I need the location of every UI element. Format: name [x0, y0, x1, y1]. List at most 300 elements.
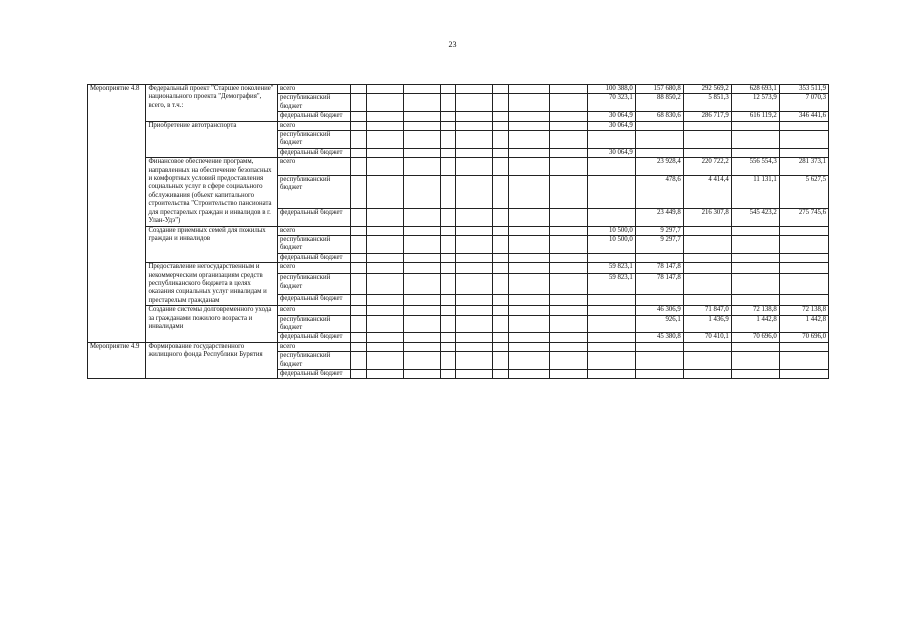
value-cell	[779, 253, 828, 262]
value-cell	[731, 131, 779, 149]
value-cell	[456, 208, 493, 226]
value-cell	[366, 306, 404, 315]
value-cell	[440, 208, 456, 226]
value-cell	[456, 295, 493, 306]
funding-source: всего	[277, 306, 350, 315]
value-cell: 4 414,4	[683, 175, 731, 208]
value-cell	[350, 131, 366, 149]
funding-source: республиканский бюджет	[277, 94, 350, 112]
value-cell: 275 745,6	[779, 208, 828, 226]
value-cell	[550, 315, 588, 333]
value-cell	[456, 121, 493, 130]
value-cell	[508, 131, 550, 149]
item-name: Создание системы долговременного ухода за гражданами пожилого возраста и инвалидами	[146, 306, 278, 343]
funding-source: республиканский бюджет	[277, 274, 350, 295]
value-cell	[587, 342, 635, 351]
value-cell: 926,1	[635, 315, 683, 333]
value-cell	[440, 235, 456, 253]
value-cell	[492, 226, 508, 235]
value-cell	[440, 370, 456, 379]
value-cell	[366, 295, 404, 306]
table-row	[88, 158, 829, 176]
value-cell	[366, 208, 404, 226]
value-cell	[350, 253, 366, 262]
value-cell	[440, 295, 456, 306]
value-cell	[492, 263, 508, 274]
value-cell: 216 307,8	[683, 208, 731, 226]
value-cell	[456, 342, 493, 351]
value-cell	[779, 370, 828, 379]
value-cell: 1 436,9	[683, 315, 731, 333]
value-cell	[404, 333, 441, 342]
value-cell	[350, 295, 366, 306]
value-cell: 30 064,9	[587, 121, 635, 130]
value-cell	[404, 131, 441, 149]
value-cell	[550, 370, 588, 379]
value-cell	[508, 175, 550, 208]
value-cell	[779, 263, 828, 274]
value-cell	[492, 333, 508, 342]
value-cell	[366, 94, 404, 112]
value-cell	[492, 370, 508, 379]
value-cell	[492, 295, 508, 306]
value-cell: 78 147,8	[635, 274, 683, 295]
value-cell	[550, 226, 588, 235]
value-cell	[456, 112, 493, 121]
value-cell	[404, 306, 441, 315]
value-cell	[508, 342, 550, 351]
value-cell	[508, 85, 550, 94]
value-cell	[350, 235, 366, 253]
value-cell	[366, 263, 404, 274]
value-cell	[492, 148, 508, 157]
value-cell	[683, 274, 731, 295]
value-cell: 46 306,9	[635, 306, 683, 315]
value-cell	[456, 333, 493, 342]
funding-source: республиканский бюджет	[277, 352, 350, 370]
value-cell	[508, 315, 550, 333]
value-cell	[366, 342, 404, 351]
value-cell	[779, 121, 828, 130]
item-name: Финансовое обеспечение программ, направленных на обеспечение безопасных и комфортных условий предоставления социальных услуг в сфере социального обслуживания (объект капитального строительства "Строительство пансионата для престарелых граждан и инвалидов в г. Улан-Удэ")	[146, 158, 278, 226]
value-cell	[456, 352, 493, 370]
value-cell	[492, 131, 508, 149]
value-cell	[731, 370, 779, 379]
table-row	[88, 121, 829, 130]
value-cell	[492, 253, 508, 262]
funding-source: федеральный бюджет	[277, 112, 350, 121]
value-cell: 12 573,9	[731, 94, 779, 112]
value-cell	[440, 274, 456, 295]
value-cell	[404, 235, 441, 253]
value-cell	[550, 274, 588, 295]
value-cell	[508, 352, 550, 370]
value-cell	[731, 226, 779, 235]
value-cell	[683, 253, 731, 262]
value-cell: 10 500,0	[587, 235, 635, 253]
funding-source: федеральный бюджет	[277, 333, 350, 342]
measure-code: Мероприятие 4.8	[88, 85, 146, 343]
value-cell	[350, 94, 366, 112]
budget-table	[87, 84, 829, 379]
funding-source: федеральный бюджет	[277, 208, 350, 226]
value-cell	[508, 306, 550, 315]
value-cell	[350, 342, 366, 351]
value-cell: 70 323,1	[587, 94, 635, 112]
value-cell	[550, 235, 588, 253]
value-cell	[492, 274, 508, 295]
value-cell: 30 064,9	[587, 112, 635, 121]
value-cell: 353 511,9	[779, 85, 828, 94]
value-cell: 628 693,1	[731, 85, 779, 94]
value-cell	[731, 295, 779, 306]
value-cell	[550, 175, 588, 208]
value-cell	[550, 352, 588, 370]
value-cell	[440, 148, 456, 157]
value-cell: 11 131,1	[731, 175, 779, 208]
value-cell	[366, 112, 404, 121]
value-cell	[366, 131, 404, 149]
value-cell	[731, 352, 779, 370]
value-cell	[683, 295, 731, 306]
value-cell	[404, 315, 441, 333]
value-cell	[456, 158, 493, 176]
value-cell	[587, 370, 635, 379]
value-cell	[350, 85, 366, 94]
table-row	[88, 342, 829, 351]
value-cell	[404, 94, 441, 112]
value-cell	[366, 370, 404, 379]
value-cell	[366, 175, 404, 208]
value-cell: 220 722,2	[683, 158, 731, 176]
value-cell	[683, 370, 731, 379]
value-cell	[350, 121, 366, 130]
value-cell	[366, 226, 404, 235]
value-cell	[683, 148, 731, 157]
value-cell	[350, 370, 366, 379]
item-name: Формирование государственного жилищного фонда Республики Бурятия	[146, 342, 278, 379]
value-cell	[587, 175, 635, 208]
value-cell: 1 442,8	[779, 315, 828, 333]
value-cell	[440, 253, 456, 262]
value-cell	[587, 333, 635, 342]
value-cell	[550, 333, 588, 342]
value-cell	[635, 121, 683, 130]
value-cell	[492, 158, 508, 176]
value-cell	[350, 158, 366, 176]
value-cell	[456, 131, 493, 149]
value-cell	[350, 148, 366, 157]
value-cell	[492, 352, 508, 370]
value-cell: 71 847,0	[683, 306, 731, 315]
value-cell	[404, 342, 441, 351]
value-cell	[508, 94, 550, 112]
value-cell	[404, 226, 441, 235]
value-cell: 281 373,1	[779, 158, 828, 176]
value-cell	[404, 295, 441, 306]
value-cell	[508, 158, 550, 176]
funding-source: всего	[277, 158, 350, 176]
value-cell	[550, 306, 588, 315]
value-cell	[683, 235, 731, 253]
value-cell	[550, 208, 588, 226]
value-cell	[456, 148, 493, 157]
item-name: Приобретение автотранспорта	[146, 121, 278, 158]
value-cell	[440, 85, 456, 94]
value-cell	[731, 263, 779, 274]
value-cell	[404, 85, 441, 94]
value-cell	[440, 131, 456, 149]
table-row	[88, 226, 829, 235]
value-cell	[440, 306, 456, 315]
value-cell	[404, 253, 441, 262]
value-cell	[731, 274, 779, 295]
funding-source: федеральный бюджет	[277, 370, 350, 379]
value-cell	[587, 253, 635, 262]
value-cell	[440, 342, 456, 351]
value-cell	[635, 148, 683, 157]
value-cell	[366, 333, 404, 342]
value-cell	[508, 263, 550, 274]
value-cell	[440, 263, 456, 274]
value-cell	[731, 121, 779, 130]
value-cell	[779, 131, 828, 149]
value-cell: 72 138,8	[779, 306, 828, 315]
value-cell: 78 147,8	[635, 263, 683, 274]
value-cell: 72 138,8	[731, 306, 779, 315]
value-cell	[440, 315, 456, 333]
value-cell	[456, 315, 493, 333]
value-cell	[587, 295, 635, 306]
value-cell	[350, 306, 366, 315]
value-cell	[440, 226, 456, 235]
value-cell	[508, 370, 550, 379]
value-cell	[456, 235, 493, 253]
value-cell	[350, 274, 366, 295]
value-cell	[587, 315, 635, 333]
funding-source: всего	[277, 342, 350, 351]
value-cell	[456, 370, 493, 379]
funding-source: всего	[277, 226, 350, 235]
value-cell	[404, 158, 441, 176]
value-cell: 68 830,6	[635, 112, 683, 121]
value-cell	[404, 148, 441, 157]
value-cell	[456, 274, 493, 295]
value-cell	[550, 131, 588, 149]
value-cell: 23 928,4	[635, 158, 683, 176]
value-cell: 9 297,7	[635, 226, 683, 235]
item-name: Федеральный проект "Старшее поколение" национального проекта "Демография", всего, в т.ч.:	[146, 85, 278, 122]
value-cell: 5 851,3	[683, 94, 731, 112]
value-cell	[587, 208, 635, 226]
value-cell	[550, 158, 588, 176]
value-cell	[731, 253, 779, 262]
value-cell	[492, 342, 508, 351]
funding-source: республиканский бюджет	[277, 315, 350, 333]
value-cell	[635, 253, 683, 262]
value-cell	[550, 263, 588, 274]
value-cell: 346 441,6	[779, 112, 828, 121]
page-number: 23	[448, 40, 457, 49]
value-cell: 478,6	[635, 175, 683, 208]
value-cell	[587, 158, 635, 176]
value-cell	[779, 352, 828, 370]
value-cell	[550, 112, 588, 121]
value-cell	[492, 235, 508, 253]
value-cell	[779, 235, 828, 253]
item-name: Предоставление негосударственным и некоммерческим организациям средств республиканского бюджета в целях оказания социальных услуг инвалидам и престарелым гражданам	[146, 263, 278, 306]
value-cell	[456, 306, 493, 315]
value-cell	[508, 208, 550, 226]
value-cell	[508, 274, 550, 295]
value-cell	[731, 342, 779, 351]
value-cell	[508, 235, 550, 253]
value-cell	[779, 342, 828, 351]
value-cell	[366, 253, 404, 262]
value-cell	[350, 208, 366, 226]
value-cell: 157 680,8	[635, 85, 683, 94]
value-cell	[587, 306, 635, 315]
value-cell: 59 823,1	[587, 263, 635, 274]
value-cell	[456, 253, 493, 262]
value-cell	[492, 175, 508, 208]
value-cell	[404, 263, 441, 274]
value-cell	[350, 333, 366, 342]
funding-source: федеральный бюджет	[277, 253, 350, 262]
value-cell	[635, 352, 683, 370]
funding-source: федеральный бюджет	[277, 295, 350, 306]
value-cell	[635, 370, 683, 379]
funding-source: всего	[277, 121, 350, 130]
value-cell	[550, 94, 588, 112]
value-cell	[366, 158, 404, 176]
value-cell	[492, 121, 508, 130]
value-cell	[440, 175, 456, 208]
value-cell	[456, 263, 493, 274]
value-cell	[366, 352, 404, 370]
value-cell	[366, 315, 404, 333]
value-cell	[508, 253, 550, 262]
funding-source: республиканский бюджет	[277, 235, 350, 253]
value-cell	[731, 235, 779, 253]
value-cell	[508, 333, 550, 342]
value-cell	[350, 352, 366, 370]
value-cell	[683, 121, 731, 130]
table-row	[88, 306, 829, 315]
value-cell	[404, 208, 441, 226]
value-cell: 9 297,7	[635, 235, 683, 253]
value-cell	[550, 342, 588, 351]
value-cell: 616 119,2	[731, 112, 779, 121]
value-cell	[492, 208, 508, 226]
value-cell: 292 569,2	[683, 85, 731, 94]
value-cell: 7 070,3	[779, 94, 828, 112]
value-cell	[550, 148, 588, 157]
value-cell	[683, 263, 731, 274]
funding-source: всего	[277, 263, 350, 274]
value-cell	[492, 306, 508, 315]
value-cell	[492, 112, 508, 121]
value-cell	[350, 315, 366, 333]
value-cell	[440, 94, 456, 112]
value-cell: 5 627,5	[779, 175, 828, 208]
value-cell	[683, 131, 731, 149]
value-cell	[635, 131, 683, 149]
value-cell	[366, 121, 404, 130]
value-cell	[440, 121, 456, 130]
value-cell: 30 064,9	[587, 148, 635, 157]
value-cell: 23 449,8	[635, 208, 683, 226]
value-cell	[550, 85, 588, 94]
value-cell	[440, 158, 456, 176]
value-cell	[635, 295, 683, 306]
value-cell	[440, 112, 456, 121]
value-cell	[683, 226, 731, 235]
value-cell	[404, 175, 441, 208]
value-cell	[550, 253, 588, 262]
value-cell	[404, 352, 441, 370]
value-cell	[550, 121, 588, 130]
value-cell	[779, 148, 828, 157]
funding-source: федеральный бюджет	[277, 148, 350, 157]
value-cell	[635, 342, 683, 351]
value-cell	[404, 274, 441, 295]
value-cell: 545 423,2	[731, 208, 779, 226]
value-cell: 70 696,0	[779, 333, 828, 342]
value-cell: 88 850,2	[635, 94, 683, 112]
value-cell	[456, 85, 493, 94]
value-cell	[779, 226, 828, 235]
value-cell: 100 388,0	[587, 85, 635, 94]
value-cell	[508, 121, 550, 130]
value-cell	[404, 112, 441, 121]
value-cell	[779, 274, 828, 295]
value-cell: 45 380,8	[635, 333, 683, 342]
value-cell: 70 410,1	[683, 333, 731, 342]
value-cell	[366, 274, 404, 295]
value-cell	[404, 121, 441, 130]
value-cell	[366, 148, 404, 157]
value-cell	[683, 352, 731, 370]
value-cell	[404, 370, 441, 379]
value-cell	[456, 175, 493, 208]
value-cell	[508, 226, 550, 235]
value-cell	[440, 333, 456, 342]
item-name: Создание приемных семей для пожилых граждан и инвалидов	[146, 226, 278, 263]
value-cell	[731, 148, 779, 157]
value-cell	[587, 131, 635, 149]
value-cell: 10 500,0	[587, 226, 635, 235]
value-cell	[440, 352, 456, 370]
table-row	[88, 85, 829, 94]
value-cell	[550, 295, 588, 306]
funding-source: всего	[277, 85, 350, 94]
value-cell: 286 717,9	[683, 112, 731, 121]
value-cell	[587, 352, 635, 370]
value-cell	[508, 112, 550, 121]
value-cell	[683, 342, 731, 351]
funding-source: республиканский бюджет	[277, 131, 350, 149]
value-cell	[456, 226, 493, 235]
value-cell	[350, 112, 366, 121]
value-cell	[492, 85, 508, 94]
value-cell	[492, 94, 508, 112]
table-row	[88, 263, 829, 274]
funding-source: республиканский бюджет	[277, 175, 350, 208]
value-cell	[492, 315, 508, 333]
value-cell: 556 554,3	[731, 158, 779, 176]
value-cell: 70 696,0	[731, 333, 779, 342]
